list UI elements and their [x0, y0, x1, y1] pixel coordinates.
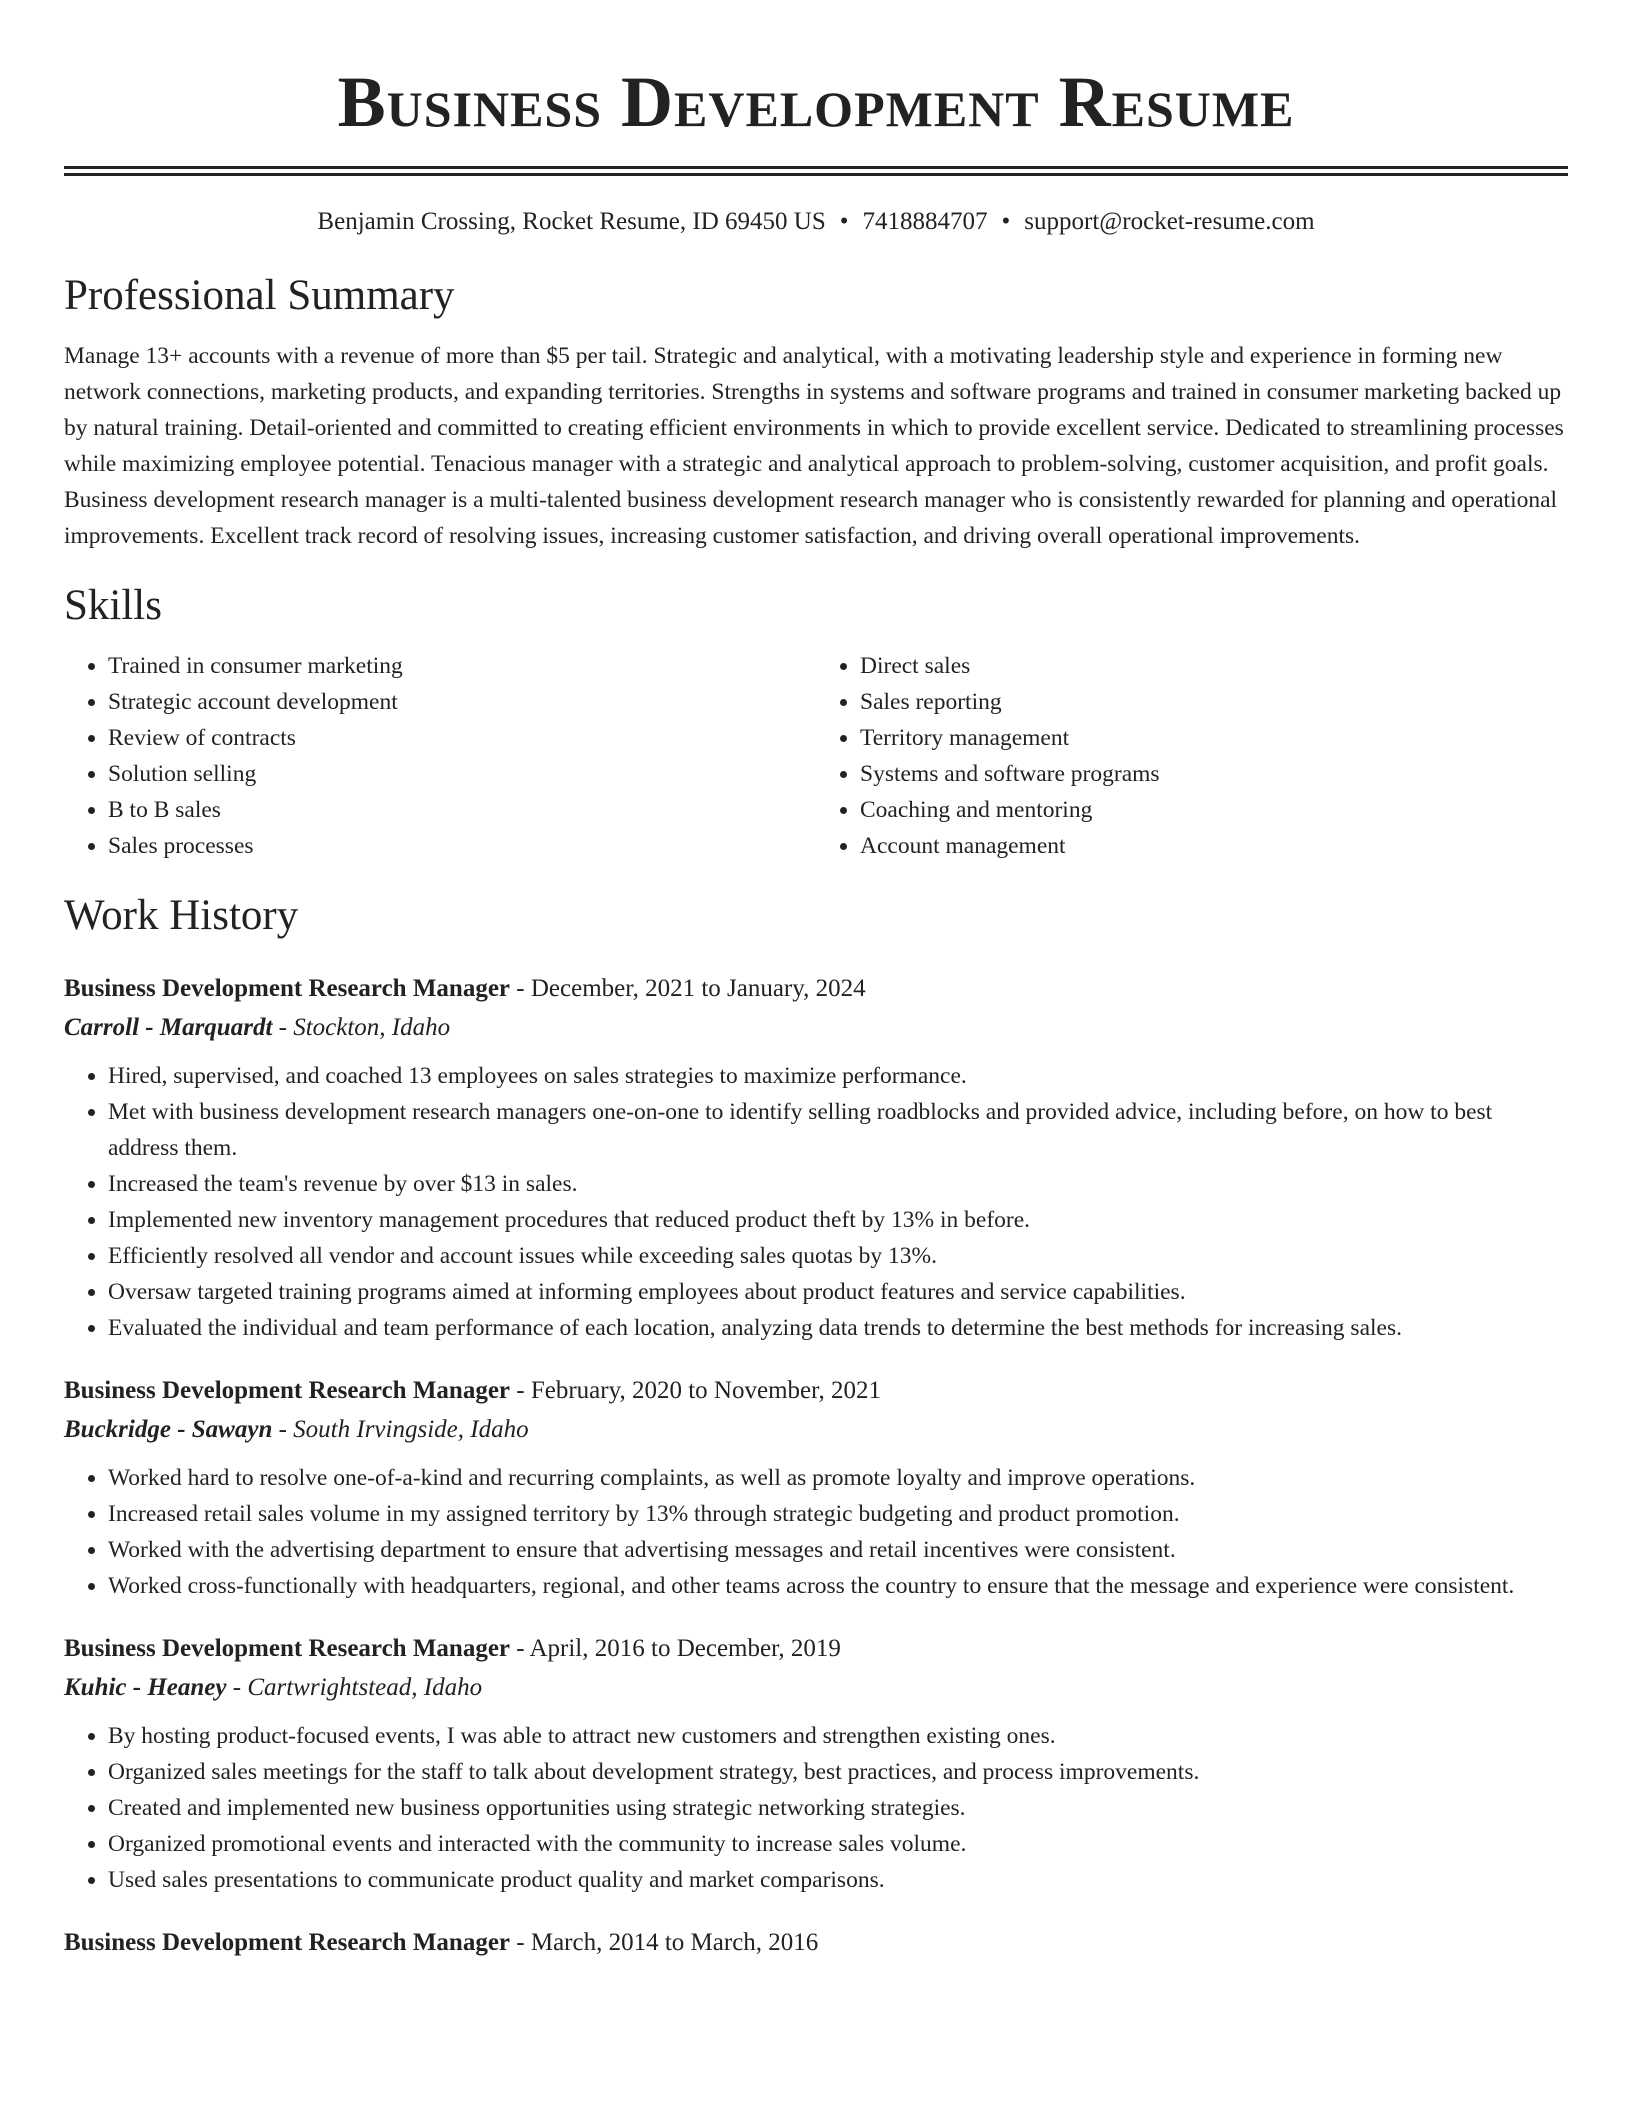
summary-heading: Professional Summary — [64, 272, 455, 319]
job-dates: - April, 2016 to December, 2019 — [510, 1635, 841, 1662]
job-bullet: • Increased the team's revenue by over $13 in sales. — [108, 1166, 1568, 1202]
job-header — [64, 1372, 1568, 1410]
contact-email: support@rocket-resume.com — [1024, 208, 1315, 235]
job-bullet: • Organized sales meetings for the staff to talk about development strategy, best practices, and process improvements. — [108, 1754, 1568, 1790]
skill-item: • Strategic account development — [108, 684, 816, 720]
contact-address: Benjamin Crossing, Rocket Resume, ID 69450 US — [317, 208, 826, 235]
skill-item: • Territory management — [860, 720, 1568, 756]
job-entry — [64, 1372, 1568, 1604]
job-header — [64, 1630, 1568, 1668]
skills-left-column — [64, 648, 816, 864]
company-location: - Cartwrightstead, Idaho — [226, 1674, 483, 1701]
skill-item: • B to B sales — [108, 792, 816, 828]
title-divider — [64, 166, 1568, 176]
job-header — [64, 1924, 1568, 1962]
job-dates: - February, 2020 to November, 2021 — [510, 1377, 881, 1404]
contact-line — [64, 204, 1568, 240]
job-header — [64, 970, 1568, 1008]
company-line — [64, 1410, 1568, 1450]
company-location: - South Irvingside, Idaho — [272, 1416, 529, 1443]
company-line — [64, 1008, 1568, 1048]
job-bullet: • Evaluated the individual and team performance of each location, analyzing data trends to determine the best methods for increasing sales. — [108, 1310, 1568, 1346]
contact-phone: 7418884707 — [862, 208, 988, 235]
skill-item: • Coaching and mentoring — [860, 792, 1568, 828]
skills-grid — [64, 648, 1568, 864]
job-entry — [64, 970, 1568, 1346]
skill-item: • Solution selling — [108, 756, 816, 792]
job-bullet: • Worked cross-functionally with headquarters, regional, and other teams across the country to ensure that the message and experience were consistent. — [108, 1568, 1568, 1604]
company-location: - Stockton, Idaho — [272, 1014, 451, 1041]
job-dates: - March, 2014 to March, 2016 — [510, 1929, 819, 1956]
skill-item: • Sales processes — [108, 828, 816, 864]
skills-right-column — [816, 648, 1568, 864]
skill-item: • Review of contracts — [108, 720, 816, 756]
job-title: Business Development Research Manager — [64, 1635, 511, 1662]
summary-text: Manage 13+ accounts with a revenue of more than $5 per tail. Strategic and analytical, with a motivating leadership style and experience in forming new network connections, marketing products, and expanding territories. Strengths in systems and software programs and trained in consumer marketing backed up by natural training. Detail-oriented and committed to creating efficient environments in which to provide excellent service. Dedicated to streamlining processes while maximizing employee potential. Tenacious manager with a strategic and analytical approach to problem-solving, customer acquisition, and profit goals. Business development research manager is a multi-talented business development research manager who is consistently rewarded for planning and operational improvements. Excellent track record of resolving issues, increasing customer satisfaction, and driving overall operational improvements. — [64, 343, 1564, 549]
job-bullet: • Organized promotional events and interacted with the community to increase sales volume. — [108, 1826, 1568, 1862]
skill-item: • Systems and software programs — [860, 756, 1568, 792]
job-bullet: • Worked hard to resolve one-of-a-kind and recurring complaints, as well as promote loyalty and improve operations. — [108, 1460, 1568, 1496]
skill-item: • Trained in consumer marketing — [108, 648, 816, 684]
job-title: Business Development Research Manager — [64, 975, 511, 1002]
job-bullet: • Met with business development research managers one-on-one to identify selling roadblocks and provided advice, including before, on how to best address them. — [108, 1094, 1568, 1166]
job-bullet: • Oversaw targeted training programs aimed at informing employees about product features and service capabilities. — [108, 1274, 1568, 1310]
job-title: Business Development Research Manager — [64, 1929, 511, 1956]
job-dates: - December, 2021 to January, 2024 — [510, 975, 866, 1002]
work-history-heading: Work History — [64, 892, 299, 939]
skill-item: • Direct sales — [860, 648, 1568, 684]
job-bullet: • Used sales presentations to communicate product quality and market comparisons. — [108, 1862, 1568, 1898]
company-name: Carroll - Marquardt — [64, 1014, 273, 1041]
job-bullet: • Increased retail sales volume in my assigned territory by 13% through strategic budgeting and product promotion. — [108, 1496, 1568, 1532]
job-bullets — [64, 1058, 1568, 1346]
job-bullet: • Hired, supervised, and coached 13 employees on sales strategies to maximize performance. — [108, 1058, 1568, 1094]
job-title: Business Development Research Manager — [64, 1377, 511, 1404]
job-bullet: • Efficiently resolved all vendor and account issues while exceeding sales quotas by 13%. — [108, 1238, 1568, 1274]
skills-heading: Skills — [64, 582, 162, 629]
contact-separator: • — [1001, 208, 1011, 235]
company-line — [64, 1668, 1568, 1708]
resume-title: Business Development Resume — [337, 62, 1295, 142]
job-entry — [64, 1924, 1568, 1962]
job-bullets — [64, 1718, 1568, 1898]
contact-separator: • — [839, 208, 849, 235]
job-bullet: • Created and implemented new business opportunities using strategic networking strategies. — [108, 1790, 1568, 1826]
company-name: Buckridge - Sawayn — [64, 1416, 273, 1443]
job-bullet: • Worked with the advertising department to ensure that advertising messages and retail incentives were consistent. — [108, 1532, 1568, 1568]
job-entry — [64, 1630, 1568, 1898]
skill-item: • Sales reporting — [860, 684, 1568, 720]
skill-item: • Account management — [860, 828, 1568, 864]
job-bullet: • By hosting product-focused events, I was able to attract new customers and strengthen existing ones. — [108, 1718, 1568, 1754]
job-bullet: • Implemented new inventory management procedures that reduced product theft by 13% in before. — [108, 1202, 1568, 1238]
job-bullets — [64, 1460, 1568, 1604]
company-name: Kuhic - Heaney — [64, 1674, 227, 1701]
